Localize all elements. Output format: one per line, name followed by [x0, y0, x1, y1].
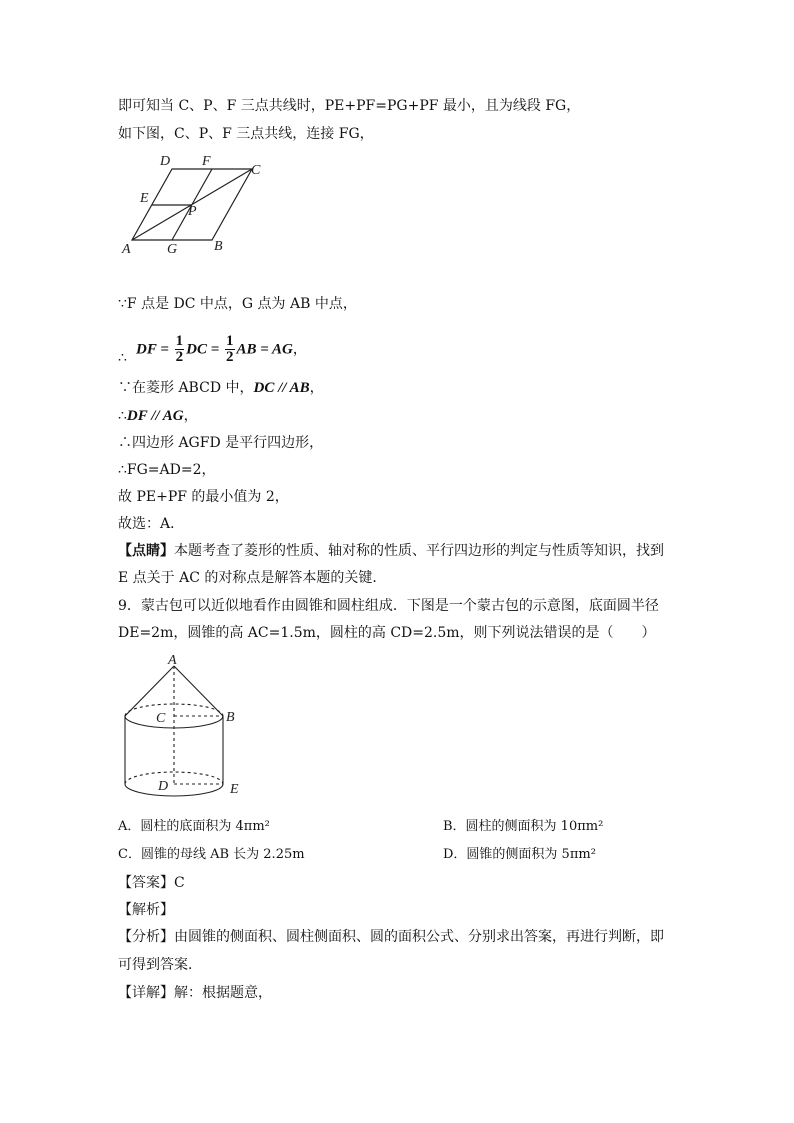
proof-line-5: ∴四边形 AGFD 是平行四边形， — [118, 435, 324, 451]
label-d-2: D — [158, 779, 169, 794]
label-e: E — [140, 191, 149, 206]
label-a: A — [122, 242, 131, 257]
yurt-figure — [116, 648, 256, 803]
comment-line-2: E 点关于 AC 的对称点是解答本题的关键． — [118, 570, 387, 586]
fraction-half-2: $\frac{1}{2}$ — [226, 333, 234, 365]
analysis-tag: 【解析】 — [118, 902, 174, 918]
comment-line-1: 【点睛】本题考查了菱形的性质、轴对称的性质、平行四边形的判定与性质等知识，找到 — [118, 543, 664, 559]
intro-line-1: 即可知当 C、P、F 三点共线时，PE+PF=PG+PF 最小，且为线段 FG， — [118, 98, 581, 114]
choice-c: C．圆锥的母线 AB 长为 2.25m — [118, 847, 305, 862]
therefore-symbol: ∴ — [118, 350, 127, 366]
choice-d: D．圆锥的侧面积为 5πm² — [443, 847, 596, 862]
proof-line-8: 故选：A． — [118, 516, 185, 532]
proof-line-7: 故 PE+PF 的最小值为 2， — [118, 489, 289, 505]
equation-df: DF = $\frac{1}{2}$ DC = $\frac{1}{2}$ AB = AG， — [136, 333, 307, 365]
label-a-2: A — [168, 653, 177, 668]
label-b-2: B — [226, 710, 235, 725]
label-e-2: E — [230, 782, 239, 797]
proof-line-1: ∵F 点是 DC 中点，G 点为 AB 中点， — [118, 296, 357, 312]
analysis-line-2: 可得到答案． — [118, 957, 202, 973]
label-g: G — [167, 242, 178, 257]
detail-line: 【详解】解：根据题意， — [118, 985, 272, 1001]
comment-tag: 【点睛】 — [118, 543, 174, 559]
proof-line-3: ∵在菱形 ABCD 中，DC // AB， — [118, 380, 324, 396]
cone-right-edge — [174, 666, 223, 716]
fraction-half: $\frac{1}{2}$ — [175, 333, 184, 365]
label-c-2: C — [156, 711, 166, 726]
intro-line-2: 如下图，C、P、F 三点共线，连接 FG， — [118, 126, 374, 142]
proof-line-4: ∴DF // AG， — [118, 408, 198, 424]
analysis-line-1: 【分析】由圆锥的侧面积、圆柱侧面积、圆的面积公式、分别求出答案，再进行判断，即 — [118, 929, 664, 945]
choice-a: A．圆柱的底面积为 4πm² — [118, 819, 270, 834]
question-9-line-1: 9．蒙古包可以近似地看作由圆锥和圆柱组成．下图是一个蒙古包的示意图，底面圆半径 — [118, 598, 659, 614]
cone-left-edge — [125, 666, 174, 716]
proof-line-6: ∴FG=AD=2， — [118, 462, 216, 478]
label-p: P — [188, 204, 197, 219]
bottom-ellipse-front — [125, 784, 223, 796]
label-d: D — [160, 154, 171, 169]
choice-b: B．圆柱的侧面积为 10πm² — [443, 819, 604, 834]
rhombus-figure — [116, 150, 276, 260]
label-b: B — [214, 239, 223, 254]
label-c: C — [251, 163, 261, 178]
label-f: F — [202, 154, 211, 169]
question-9-line-2: DE=2m，圆锥的高 AC=1.5m，圆柱的高 CD=2.5m，则下列说法错误的是（ ） — [118, 625, 656, 641]
answer-line: 【答案】C — [118, 875, 185, 891]
analysis-label: 【分析】 — [118, 929, 174, 945]
